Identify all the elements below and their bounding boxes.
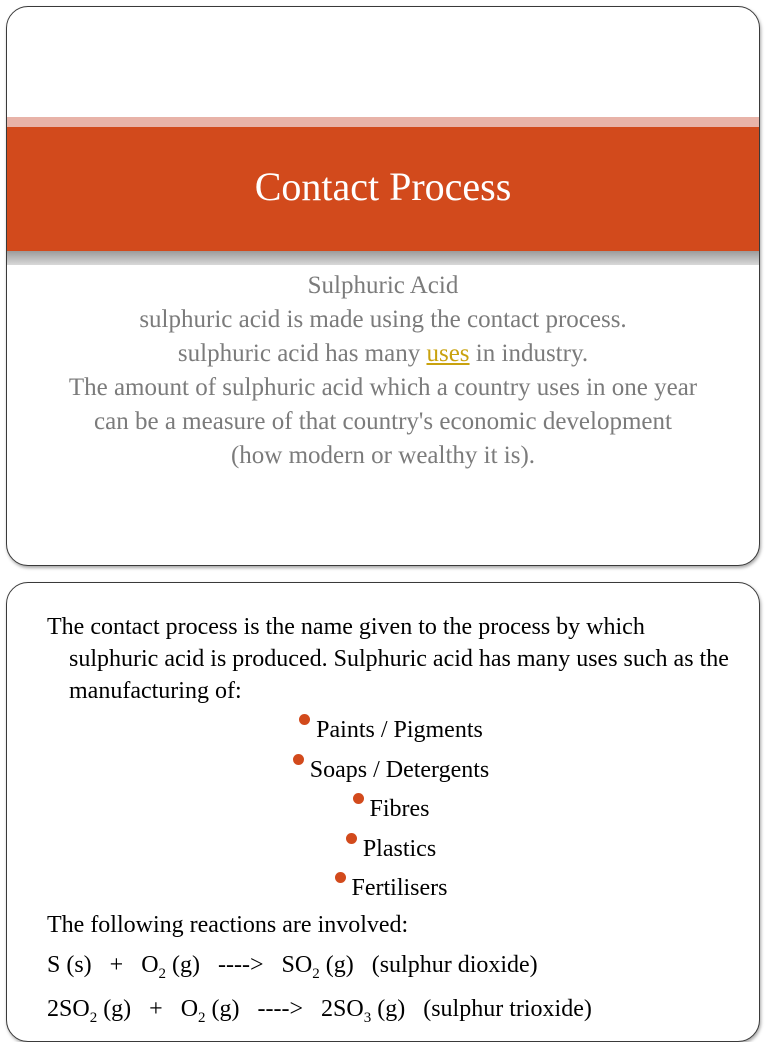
- reaction-part: S (s) + O: [47, 951, 159, 978]
- title-band: [7, 127, 759, 251]
- list-item-label: Soaps / Detergents: [309, 756, 490, 783]
- content-slide: [6, 582, 760, 1042]
- title-slide: [6, 6, 760, 566]
- list-item: [47, 751, 735, 791]
- list-item: [47, 790, 735, 830]
- bullet-dot-icon: [346, 833, 357, 844]
- subscript: 2: [89, 1009, 98, 1026]
- title-band-highlight: [7, 117, 759, 127]
- reaction-part: (g) (sulphur trioxide): [371, 995, 592, 1022]
- intro-paragraph: The contact process is the name given to the process by which sulphuric acid is produced. Sulphuric acid has many uses such as the manufacturing of:: [47, 614, 729, 704]
- reactions-intro: The following reactions are involved:: [47, 911, 409, 938]
- reaction-part: (g) ----> SO: [166, 951, 313, 978]
- reaction-part: 2SO: [47, 995, 90, 1022]
- reaction-equation-2: [47, 989, 735, 1029]
- subtitle-line: Sulphuric Acid: [307, 272, 459, 299]
- uses-line-before: sulphuric acid has many: [177, 340, 427, 367]
- subscript: 2: [198, 1009, 206, 1026]
- list-item-label: Plastics: [362, 835, 437, 862]
- uses-line-after: in industry.: [469, 340, 589, 367]
- content-body: [47, 611, 735, 1029]
- list-item-label: Fertilisers: [351, 875, 448, 901]
- subscript: 2: [158, 965, 167, 982]
- bullet-dot-icon: [353, 793, 364, 804]
- subtitle-line: (how modern or wealthy it is).: [230, 442, 536, 469]
- list-item: [47, 869, 735, 909]
- subscript: 3: [363, 1009, 372, 1026]
- list-item-label: Paints / Pigments: [316, 717, 483, 743]
- subtitle-line: The amount of sulphuric acid which a country uses in one year: [68, 374, 698, 401]
- bullet-dot-icon: [335, 872, 346, 883]
- reaction-equation-1: [47, 945, 735, 985]
- title-band-shadow: [7, 251, 759, 265]
- subtitle-uses-line: [27, 337, 739, 371]
- reaction-part: (g) + O: [97, 995, 199, 1022]
- reaction-part: (g) (sulphur dioxide): [319, 951, 538, 978]
- list-item: [47, 711, 735, 751]
- subtitle-block: [27, 269, 739, 473]
- subtitle-line: sulphuric acid is made using the contact process.: [139, 306, 627, 333]
- list-item-label: Fibres: [369, 796, 430, 822]
- list-item: [47, 830, 735, 870]
- slide-title: Contact Process: [254, 164, 512, 209]
- uses-link[interactable]: uses: [426, 340, 470, 367]
- subtitle-line: can be a measure of that country's economic development: [94, 408, 672, 435]
- subscript: 2: [312, 965, 320, 982]
- bullet-dot-icon: [299, 714, 310, 725]
- uses-list: [47, 711, 735, 909]
- bullet-dot-icon: [293, 754, 304, 765]
- reaction-part: (g) ----> 2SO: [205, 995, 364, 1022]
